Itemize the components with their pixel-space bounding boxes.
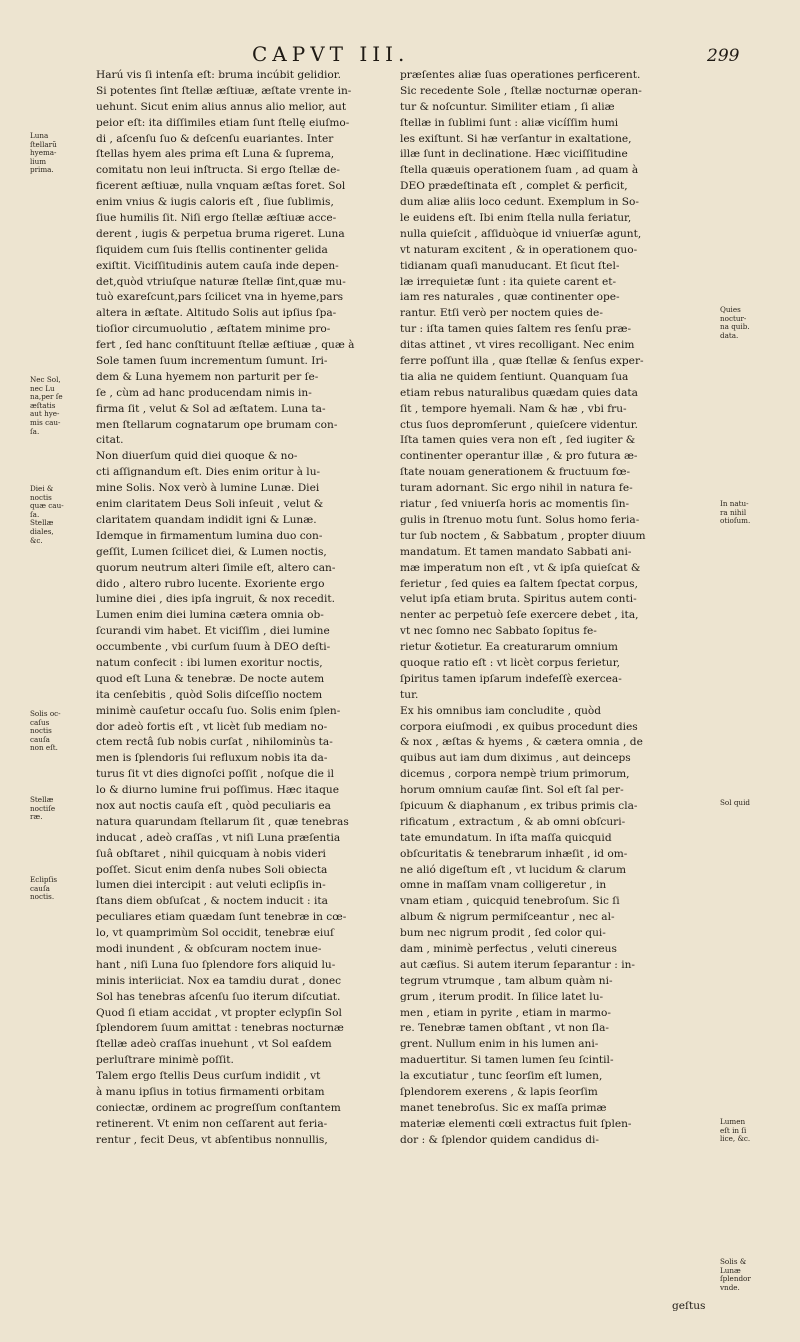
text-line: ſiue humilis ſit. Niſi ergo ſtellæ æſtiuæ acce-	[96, 212, 337, 225]
text-line: peior eſt: ita diſſimiles etiam ſunt ſtellę eiuſmo-	[96, 116, 350, 129]
page-number: 299	[707, 46, 740, 66]
text-line: dum aliæ aliis loco cedunt. Exemplum in So-	[400, 196, 640, 209]
text-line: obſcuritatis & tenebrarum inhæſit , id om-	[400, 847, 628, 860]
text-line: dem & Luna hyemem non parturit per ſe-	[96, 370, 319, 383]
text-line: mandatum. Et tamen mandato Sabbati ani-	[400, 545, 632, 558]
text-line: ctus ſuos depromſerunt , quieſcere videntur.	[400, 418, 639, 431]
text-line: rentur , fecit Deus, vt abſentibus nonnullis,	[96, 1133, 328, 1146]
text-line: cti aſſignandum eſt. Dies enim oritur à lu-	[96, 466, 321, 479]
text-line: citat.	[96, 434, 124, 447]
text-line: materiæ elementi cœli extractus fuit ſplen-	[400, 1117, 632, 1130]
text-line: Quod ſi etiam accidat , vt propter eclypſin Sol	[96, 1006, 342, 1019]
text-line: uehunt. Sicut enim alius annus alio melior, aut	[96, 100, 347, 113]
text-line: vt nec ſomno nec Sabbato ſopitus fe-	[400, 625, 597, 638]
text-line: gulis in ſtrenuo motu ſunt. Solus homo feria-	[400, 513, 640, 526]
text-line: ſpicuum & diaphanum , ex tribus primis cla-	[400, 799, 638, 812]
text-line: grum , iterum prodit. In ſilice latet lu-	[400, 990, 604, 1003]
text-line: peculiares etiam quædam ſunt tenebræ in cœ-	[96, 911, 347, 924]
margin-note-right: Solis & Lunæ ſplendor vnde.	[720, 1257, 751, 1292]
text-line: les exiſtunt. Si hæ verſantur in exaltatione,	[400, 132, 632, 145]
text-line: Harú vis ſi intenſa eſt: bruma incúbit gelidior.	[96, 69, 342, 81]
text-line: quorum neutrum alteri ſimile eſt, altero can-	[96, 561, 336, 574]
text-line: geſſit, Lumen ſcilicet diei, & Lumen noctis,	[96, 545, 327, 558]
text-line: DEO prædeſtinata eſt , complet & perficit,	[400, 180, 628, 193]
text-line: læ irrequietæ ſunt : ita quiete carent et-	[400, 275, 617, 288]
text-line: tuò exareſcunt,pars ſcilicet vna in hyeme,pars	[96, 291, 344, 304]
text-line: maduertitur. Si tamen lumen ſeu ſcintil-	[400, 1054, 614, 1067]
running-head	[0, 40, 800, 70]
text-line: natura quarundam ſtellarum ſit , quæ tenebras	[96, 815, 349, 828]
text-line: ctem rectâ ſub nobis curſat , nihilominùs ta-	[96, 736, 333, 749]
text-line: dicemus , corpora nempè trium primorum,	[400, 768, 630, 781]
text-line: bum nec nigrum prodit , ſed color qui-	[400, 927, 606, 940]
margin-note-left: Nec Sol, nec Lu na,per ſe æſtatis aut hye- mis cau- ſa.	[30, 375, 63, 436]
text-line: re. Tenebræ tamen obſtant , vt non ſla-	[400, 1022, 609, 1035]
text-line: iam res naturales , quæ continenter ope-	[400, 291, 620, 304]
text-line: Sol has tenebras aſcenſu ſuo iterum diſcutiat.	[96, 990, 341, 1003]
text-line: nulla quieſcit , aſſiduòque id vniuerſæ agunt,	[400, 227, 642, 240]
text-line: Non diuerſum quid diei quoque & no-	[96, 450, 298, 463]
text-line: men , etiam in pyrite , etiam in marmo-	[400, 1006, 611, 1019]
text-line: ficerent æſtiuæ, nulla vnquam æſtas foret. Sol	[96, 180, 346, 193]
margin-note-left: Stellæ noctiſe ræ.	[30, 795, 56, 822]
text-line: Si potentes ſint ſtellæ æſtiuæ, æſtate vrente in-	[96, 84, 352, 97]
text-line: mine Solis. Nox verò à lumine Lunæ. Diei	[96, 482, 320, 495]
text-line: natum confecit : ibi lumen exoritur noctis,	[96, 656, 323, 669]
text-line: album & nigrum permiſceantur , nec al-	[400, 911, 615, 924]
text-line: omne in maſſam vnam colligeretur , in	[400, 879, 607, 892]
text-line: altera in æſtate. Altitudo Solis aut ipſius ſpa-	[96, 307, 337, 320]
text-line: & nox , æſtas & hyems , & cætera omnia , de	[400, 736, 643, 749]
text-line: Idemque in firmamentum lumina duo con-	[96, 529, 323, 542]
text-line: ſtella quæuis operationem ſuam , ad quam à	[400, 164, 639, 177]
text-line: minimè cauſetur occaſu ſuo. Solis enim ſplen-	[96, 704, 341, 717]
text-line: di , aſcenſu ſuo & deſcenſu euariantes. Inter	[96, 132, 334, 145]
text-line: ſtellæ in ſublimi ſunt : aliæ vicíſſim humi	[400, 116, 619, 129]
text-line: le euidens eſt. Ibi enim ſtella nulla feriatur,	[400, 212, 632, 225]
text-line: quibus aut iam dum diximus , aut deinceps	[400, 752, 631, 765]
text-line: Sic recedente Sole , ſtellæ nocturnæ operan-	[400, 84, 642, 97]
text-line: ita cenſebitis , quòd Solis diſceſſio noctem	[96, 688, 323, 701]
text-line: dam , minimè perfectus , veluti cinereus	[400, 942, 617, 955]
text-line: minis interiiciat. Nox ea tamdiu durat , donec	[96, 974, 342, 987]
text-line: quod eſt Luna & tenebræ. De nocte autem	[96, 672, 325, 685]
text-line: ſit , tempore hyemali. Nam & hæ , vbi fru-	[400, 402, 627, 415]
text-line: men ſtellarum cognatarum ope brumam con-	[96, 418, 338, 431]
text-line: ſpiritus tamen ipſarum indefeſſè exercea-	[400, 672, 622, 685]
text-line: ſiquidem cum ſuis ſtellis continenter gelida	[96, 243, 328, 256]
text-line: corpora eiuſmodi , ex quibus procedunt dies	[400, 720, 638, 733]
text-line: vt naturam excitent , & in operationem quo-	[400, 243, 638, 256]
text-line: retinerent. Vt enim non ceſſarent aut feria-	[96, 1117, 328, 1130]
text-line: manet tenebroſus. Sic ex maſſa primæ	[400, 1101, 607, 1114]
text-line: tur : iſta tamen quies ſaltem res ſenſu præ-	[400, 323, 632, 336]
text-line: riatur , ſed vniuerſa horis ac momentis ſin-	[400, 498, 630, 511]
text-line: velut ipſa etiam bruta. Spiritus autem conti-	[400, 593, 637, 606]
text-line: etiam rebus naturalibus quædam quies data	[400, 386, 638, 399]
text-line: ſuâ obſtaret , nihil quicquam à nobis videri	[96, 847, 326, 860]
margin-note-left: Solis oc- caſus noctis cauſa non eſt.	[30, 709, 61, 753]
margin-note-right: Quies noctur- na quib. data.	[720, 305, 750, 340]
text-line: ſtate nouam generationem & fructuum fœ-	[400, 466, 631, 479]
text-line: tidianam quaſi manuducant. Et ſicut ſtel-	[400, 259, 620, 272]
text-line: rietur &otietur. Ea creaturarum omnium	[400, 641, 618, 654]
text-line: tur ſub noctem , & Sabbatum , propter diuum	[400, 529, 646, 542]
text-line: tur.	[400, 688, 419, 701]
text-line: rantur. Etſi verò per noctem quies de-	[400, 307, 603, 320]
catchword: geſtus	[672, 1300, 706, 1312]
text-line: inducat , adeò craſſas , vt niſi Luna præſentia	[96, 831, 341, 844]
text-line: vnam etiam , quicquid tenebroſum. Sic ſi	[400, 895, 620, 908]
text-line: lo & diurno lumine frui poſſimus. Hæc itaque	[96, 784, 339, 797]
text-line: ferietur , ſed quies ea ſaltem ſpectat corpus,	[400, 577, 638, 590]
text-line: tate emundatum. In iſta maſſa quicquid	[400, 831, 612, 844]
text-line: occumbente , vbi curſum ſuum à DEO deſti-	[96, 641, 331, 654]
text-line: men is ſplendoris ſui refluxum nobis ita da-	[96, 752, 328, 765]
text-line: tioſior circumuolutio , æſtatem minime pro-	[96, 323, 331, 336]
text-line: illæ ſunt in declinatione. Hæc viciſſitudine	[400, 148, 628, 161]
margin-note-right: Sol quid	[720, 798, 750, 807]
text-line: Iſta tamen quies vera non eſt , ſed iugiter &	[400, 434, 636, 447]
text-line: comitatu non leui inſtructa. Si ergo ſtellæ de-	[96, 164, 340, 177]
text-line: ferre poſſunt illa , quæ ſtellæ & ſenſus exper-	[400, 355, 644, 368]
text-line: horum omnium cauſæ ſint. Sol eſt ſal per-	[400, 784, 624, 797]
text-line: tegrum vtrumque , tam album quàm ni-	[400, 974, 613, 987]
text-line: la excutiatur , tunc ſeorſim eſt lumen,	[400, 1070, 603, 1083]
text-line: ditas attinet , vt vires recolligant. Nec enim	[400, 339, 635, 352]
text-line: ſcurandi vim habet. Et viciſſim , diei lumine	[96, 625, 330, 638]
text-line: hant , niſi Luna ſuo ſplendore fors aliquid lu-	[96, 958, 336, 971]
text-line: ſe , cùm ad hanc producendam nimis in-	[96, 386, 312, 399]
text-line: firma ſit , velut & Sol ad æſtatem. Luna ta-	[96, 402, 326, 415]
text-line: præſentes aliæ ſuas operationes perficerent.	[400, 69, 641, 81]
text-line: ne alió digeſtum eſt , vt lucidum & clarum	[400, 863, 627, 876]
margin-note-right: In natu- ra nihil otioſum.	[720, 499, 751, 526]
text-line: lo, vt quamprimùm Sol occidit, tenebræ eiuſ	[96, 927, 334, 940]
text-line: Ex his omnibus iam concludite , quòd	[400, 704, 602, 717]
text-line: quoque ratio eſt : vt licèt corpus ferietur,	[400, 656, 621, 669]
text-line: lumine diei , dies ipſa ingruit, & nox recedit.	[96, 593, 335, 606]
left-column	[96, 68, 400, 1149]
margin-note-left: Eclipſis cauſa noctis.	[30, 875, 58, 902]
margin-note-left: Luna ſtellarũ hyema- lium prima.	[30, 131, 57, 175]
text-line: continenter operantur illæ , & pro futura æ-	[400, 450, 638, 463]
text-line: Lumen enim diei lumina cætera omnia ob-	[96, 609, 324, 622]
text-line: aut cæſius. Si autem iterum ſeparantur : in-	[400, 958, 635, 971]
right-column	[400, 68, 704, 1149]
text-line: turus ſit vt dies dignoſci poſſit , noſque die il	[96, 768, 335, 781]
text-line: rificatum , extractum , & ab omni obſcuri-	[400, 815, 626, 828]
text-line: tur & noſcuntur. Similiter etiam , ſi aliæ	[400, 100, 615, 113]
text-line: dido , altero rubro lucente. Exoriente ergo	[96, 577, 325, 590]
text-line: tia alia ne quidem ſentiunt. Quanquam ſua	[400, 370, 629, 383]
text-line: dor adeò fortis eſt , vt licèt ſub mediam no-	[96, 720, 328, 733]
text-line: fert , ſed hanc conſtituunt ſtellæ æſtiuæ , quæ à	[96, 339, 355, 352]
text-line: Sole tamen ſuum incrementum ſumunt. Iri-	[96, 355, 328, 368]
text-line: lumen diei intercipit : aut veluti eclipſis in-	[96, 879, 326, 892]
text-line: exiſtit. Viciſſitudinis autem cauſa inde depen-	[96, 259, 339, 272]
text-line: enim vnius & iugis caloris eſt , ſiue ſublimis,	[96, 196, 334, 209]
text-line: enim claritatem Deus Soli inſeuit , velut &	[96, 498, 324, 511]
text-line: nox aut noctis cauſa eſt , quòd peculiaris ea	[96, 799, 331, 812]
text-line: det,quòd vtriuſque naturæ ſtellæ ſint,quæ mu-	[96, 275, 346, 288]
text-line: Talem ergo ſtellis Deus curſum indidit , vt	[96, 1070, 321, 1083]
text-line: ſplendorem ſuum amittat : tenebras nocturnæ	[96, 1022, 344, 1035]
text-line: claritatem quandam indidit igni & Lunæ.	[96, 513, 317, 526]
text-line: ſplendorem exerens , & lapis ſeorſim	[400, 1086, 598, 1098]
text-line: dor : & ſplendor quidem candidus di-	[400, 1133, 599, 1146]
text-line: coniectæ, ordinem ac progreſſum conſtantem	[96, 1101, 341, 1114]
text-line: grent. Nullum enim in his lumen ani-	[400, 1038, 599, 1051]
text-line: ſtellæ adeò craſſas inuehunt , vt Sol eaſdem	[96, 1038, 332, 1051]
text-line: derent , iugis & perpetua bruma rigeret. Luna	[96, 227, 345, 240]
text-line: turam adornant. Sic ergo nihil in natura fe-	[400, 482, 633, 495]
text-line: à manu ipſius in totius firmamenti orbitam	[96, 1086, 325, 1098]
chapter-title: CAPVT III.	[252, 42, 410, 66]
text-line: nenter ac perpetuò ſeſe exercere debet , ita,	[400, 609, 639, 622]
text-line: modi inundent , & obſcuram noctem inue-	[96, 942, 322, 955]
margin-note-right: Lumen eſt in ſi lice, &c.	[720, 1117, 751, 1144]
text-line: ſtans diem obſuſcat , & noctem inducit : ita	[96, 895, 328, 908]
text-line: ſtellas hyem ales prima eſt Luna & ſuprema,	[96, 148, 335, 161]
text-line: perluſtrare minimè poſſit.	[96, 1054, 234, 1067]
text-line: mæ imperatum non eſt , vt & ipſa quieſcat &	[400, 561, 641, 574]
text-line: poſſet. Sicut enim denſa nubes Soli obiecta	[96, 863, 328, 876]
margin-note-left: Diei & noctis quæ cau- ſa. Stellæ diales, &c.	[30, 484, 64, 545]
